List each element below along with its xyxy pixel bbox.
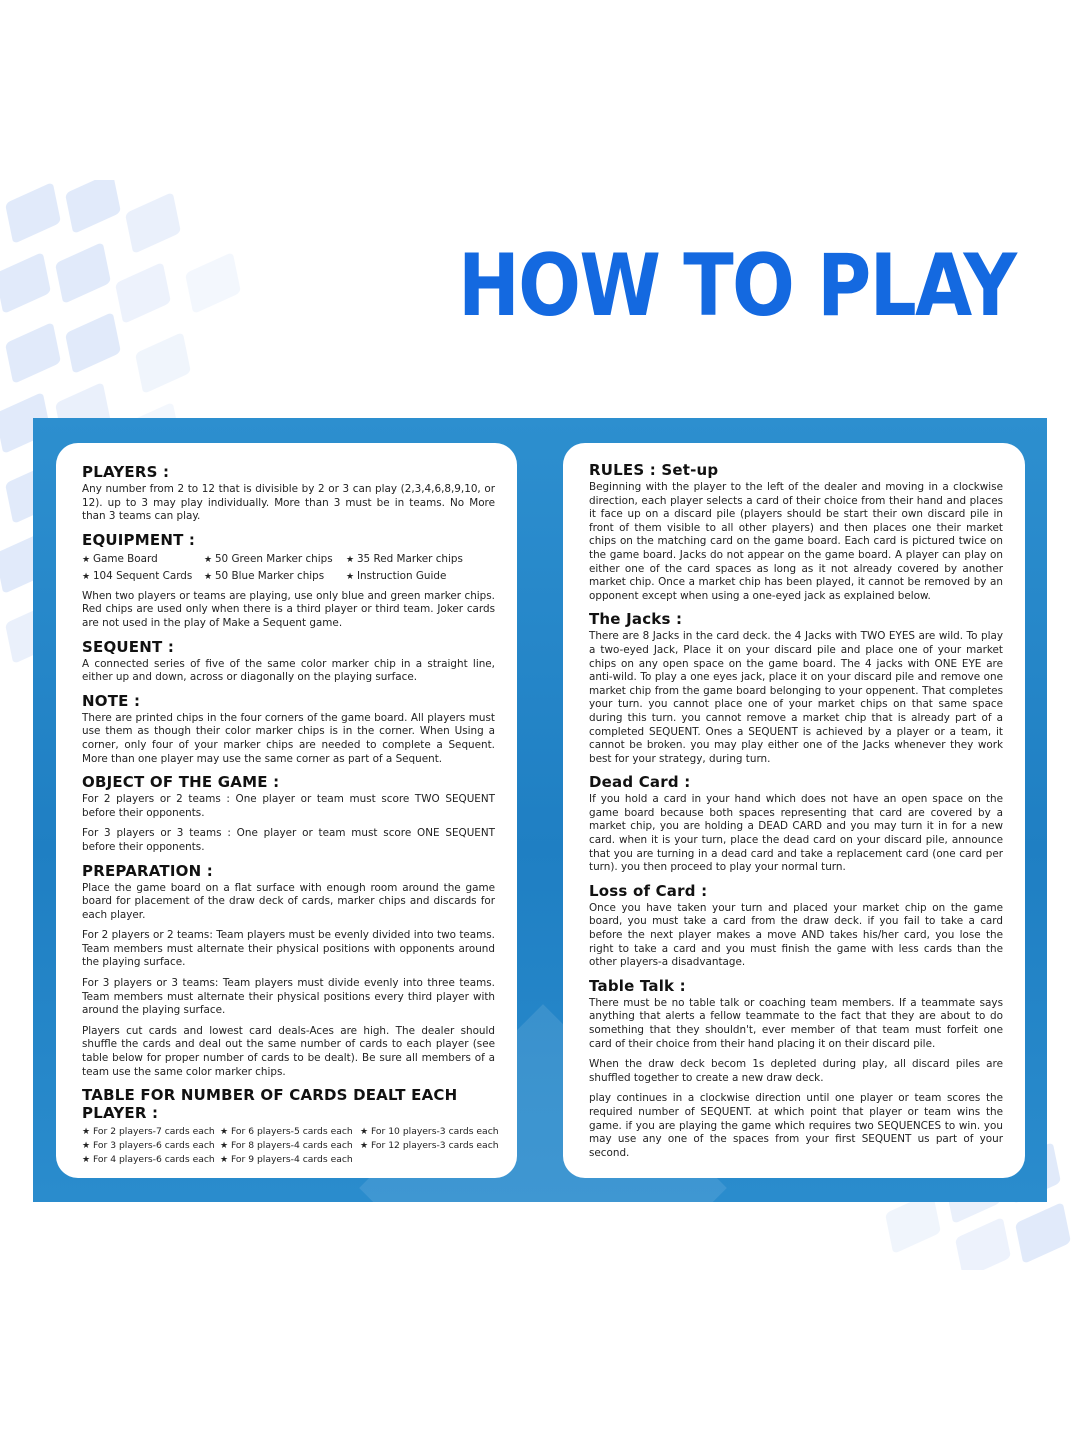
players-text: Any number from 2 to 12 that is divisible by 2 or 3 can play (2,3,4,6,8,9,10, or 12). up to 3 may play individually. More than 3 must be in teams. No More than 3 teams can play.: [82, 483, 495, 523]
table-talk-text-1: There must be no table talk or coaching team members. If a teammate says anything that alerts a fellow teammate to the fact that they are about to do something that they shouldn't, ever member of that team must forfeit one card of their choice from their hand placing it on their discard pile.: [589, 996, 1003, 1050]
players-section: [82, 463, 495, 524]
equipment-item: ★ Game Board: [82, 553, 204, 565]
table-talk-text-2: When the draw deck becom 1s depleted during play, all discard piles are shuffled together to create a new draw deck.: [589, 1058, 1003, 1084]
preparation-text-2: For 2 players or 2 teams: Team players must be evenly divided into two teams. Team members must alternate their physical positions with opponents around the playing surface.: [82, 929, 495, 969]
dead-card-heading: Dead Card :: [589, 773, 691, 792]
cards-table-item: ★ For 8 players-4 cards each: [220, 1140, 360, 1151]
setup-section: [589, 461, 1003, 603]
table-talk-section: [589, 977, 1003, 1161]
page-title: HOW TO PLAY: [458, 236, 1016, 336]
table-talk-heading: Table Talk :: [589, 976, 686, 995]
rules-card-right: [563, 443, 1025, 1178]
equipment-heading: EQUIPMENT :: [82, 530, 196, 549]
object-heading: OBJECT OF THE GAME :: [82, 773, 280, 792]
cards-table-section: [82, 1086, 499, 1166]
setup-text: Beginning with the player to the left of the dealer and moving in a clockwise direction, each player selects a card of their choice from their hand and places it face up on a discard pile (players should be start their own discard pile in front of them visible to all other players) and then places one their market chips on the matching card on the game board. Each card is pictured twice on the game board. Jacks do not appear on the game board. A player can play on either one of the card spaces as long as it not already covered by another market chip. Once a market chip has been played, it cannot be removed by an opponent except when using a one-eyed jack as explained below.: [589, 481, 1003, 602]
equipment-text: When two players or teams are playing, use only blue and green marker chips. Red chips are used only when there is a third player or third team. Joker cards are not used in the play of Make a Sequent game.: [82, 589, 495, 629]
cards-table-item: ★ For 4 players-6 cards each: [82, 1154, 220, 1165]
sequent-text: A connected series of five of the same color marker chip in a straight line, either up and down, across or diagonally on the playing surface.: [82, 657, 495, 684]
jacks-section: [589, 610, 1003, 766]
equipment-section: [82, 531, 495, 631]
cards-table-item: ★ For 3 players-6 cards each: [82, 1140, 220, 1151]
equipment-item: ★ 35 Red Marker chips: [346, 553, 496, 565]
loss-of-card-section: [589, 882, 1003, 970]
table-talk-text-3: play continues in a clockwise direction until one player or team scores the required number of SEQUENT. at which point that player or team wins the game. if you are playing the game which requires two SEQUENCES to win. you may use any one of the spaces from your first SEQUENT us part of your second.: [589, 1092, 1003, 1159]
cards-table: [82, 1126, 499, 1166]
equipment-list: [82, 553, 495, 582]
jacks-heading: The Jacks :: [589, 610, 683, 629]
setup-heading: RULES : Set-up: [589, 461, 719, 479]
loss-of-card-heading: Loss of Card :: [589, 881, 708, 900]
equipment-item: ★ Instruction Guide: [346, 570, 496, 582]
equipment-item: ★ 50 Green Marker chips: [204, 553, 346, 565]
dead-card-text: If you hold a card in your hand which does not have an open space on the game board because both spaces representing that card are covered by a market chip, you are holding a DEAD CARD and you may turn it in for a new card. when it is your turn, place the dead card on your discard pile, announce that you are turning in a dead card and take a replacement card (one card per turn). you then proceed to play your normal turn.: [589, 793, 1003, 874]
preparation-text-4: Players cut cards and lowest card deals-Aces are high. The dealer should shuffle the cards and deal out the same number of cards to each player (see table below for proper number of cards to be dealt). Be sure all members of a team use the same color marker chips.: [82, 1024, 495, 1078]
object-section: [82, 773, 495, 854]
cards-table-heading: TABLE FOR NUMBER OF CARDS DEALT EACH PLAYER :: [82, 1086, 458, 1123]
cards-table-item: ★ For 6 players-5 cards each: [220, 1126, 360, 1137]
cards-table-item: ★ For 10 players-3 cards each: [360, 1126, 500, 1137]
note-text: There are printed chips in the four corners of the game board. All players must use them as though their color marker chips is in the corner. When Using a corner, only four of your marker chips are needed to complete a Sequent. More than one player may use the same corner as part of a Sequent.: [82, 711, 495, 765]
equipment-item: ★ 50 Blue Marker chips: [204, 570, 346, 582]
sequent-section: [82, 638, 495, 685]
players-heading: PLAYERS :: [82, 463, 170, 481]
note-section: [82, 692, 495, 766]
sequent-heading: SEQUENT :: [82, 637, 175, 656]
cards-table-item: ★ For 9 players-4 cards each: [220, 1154, 360, 1165]
note-heading: NOTE :: [82, 691, 141, 710]
preparation-section: [82, 862, 495, 1080]
cards-table-item: ★ For 2 players-7 cards each: [82, 1126, 220, 1137]
preparation-text-1: Place the game board on a flat surface with enough room around the game board for placement of the draw deck of cards, marker chips and discards for each player.: [82, 881, 495, 921]
object-text-2: For 3 players or 3 teams : One player or team must score ONE SEQUENT before their opponents.: [82, 827, 495, 853]
cards-table-item: ★ For 12 players-3 cards each: [360, 1140, 500, 1151]
dead-card-section: [589, 773, 1003, 875]
preparation-text-3: For 3 players or 3 teams: Team players must divide evenly into three teams. Team members must alternate their physical positions every third player with around the playing surface.: [82, 977, 495, 1017]
preparation-heading: PREPARATION :: [82, 861, 213, 880]
object-text-1: For 2 players or 2 teams : One player or team must score TWO SEQUENT before their opponents.: [82, 793, 495, 819]
equipment-item: ★ 104 Sequent Cards: [82, 570, 204, 582]
loss-of-card-text: Once you have taken your turn and placed your market chip on the game board, you must take a card from the draw deck. if you fail to take a card before the next player makes a move AND takes his/her card, you lose the right to take a card and you must finish the game with less cards than the other players-a disadvantage.: [589, 901, 1003, 969]
rules-card-left: [56, 443, 517, 1178]
jacks-text: There are 8 Jacks in the card deck. the 4 Jacks with TWO EYES are wild. To play a two-eyed Jack, Place it on your discard pile and place one of your market chips on any open space on the game board. The 4 jacks with ONE EYE are anti-wild. To play a one eyes jack, place it on your discard pile and remove one market chip from the game board belonging to your oppenent. That completes your turn. you cannot place one of your market chips on that same space during this turn. you cannot remove a market chip that is already part of a completed SEQUENT. Ones a SEQUENT is achieved by a player or a team, it cannot be broken. you may play either one of the Jacks whenever they work best for your strategy, during turn.: [589, 630, 1003, 765]
